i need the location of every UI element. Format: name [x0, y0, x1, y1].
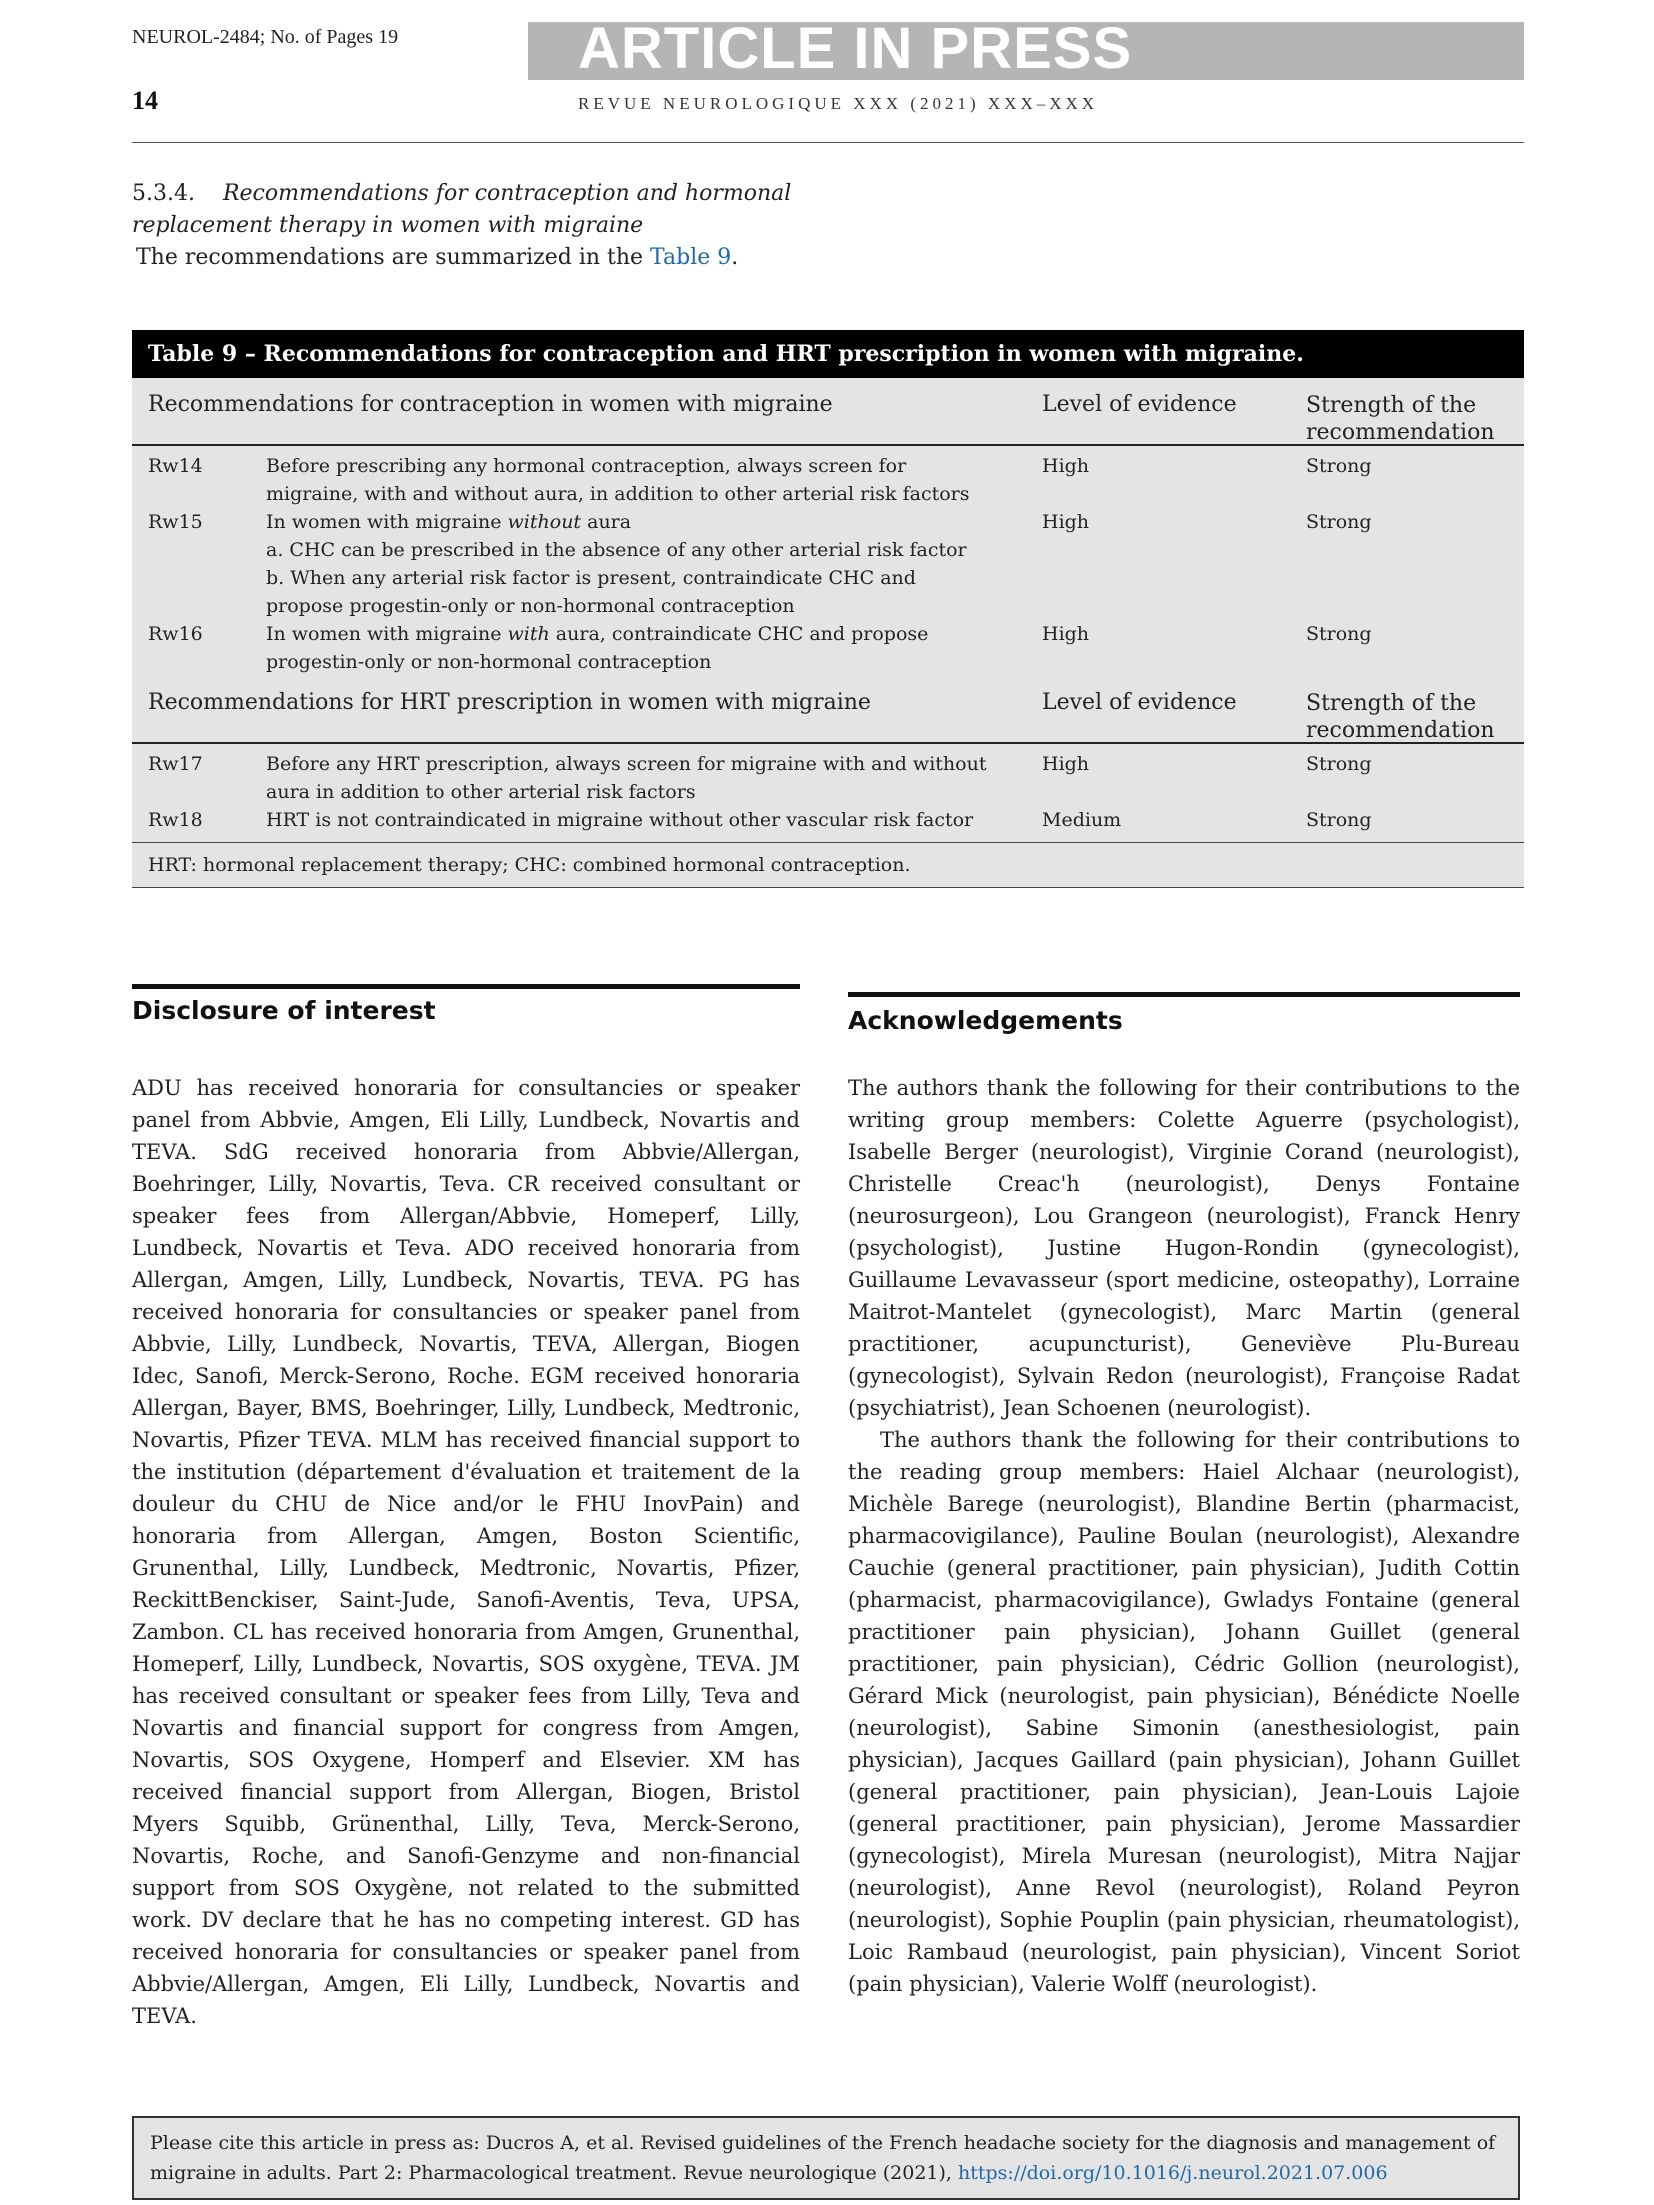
table-9-link[interactable]: Table 9 — [650, 245, 732, 270]
citation-box — [132, 2116, 1520, 2200]
table-title: Table 9 – Recommendations for contraception and HRT prescription in women with migraine. — [132, 330, 1524, 378]
section-heading — [132, 178, 791, 242]
table-row — [132, 620, 1524, 676]
row-level: Medium — [1042, 809, 1122, 831]
section-title-line2: replacement therapy in women with migraine — [132, 213, 644, 238]
table-body — [132, 378, 1524, 842]
citation-line1: Please cite this article in press as: Ducros A, et al. Revised guidelines of the French headache society for the diagnosis and management of — [150, 2132, 1496, 2154]
row-id: Rw16 — [148, 623, 203, 645]
intro-text: The recommendations are summarized in the — [136, 245, 651, 270]
journal-running-head: REVUE NEUROLOGIQUE XXX (2021) XXX–XXX — [578, 94, 1099, 113]
row-text: HRT is not contraindicated in migraine without other vascular risk factor — [266, 809, 974, 831]
row-id: Rw15 — [148, 511, 203, 533]
row-text: Before any HRT prescription, always screen for migraine with and without aura in addition to other arterial risk factors — [266, 753, 987, 803]
row-text: In women with migraine with aura, contraindicate CHC and propose progestin-only or non-hormonal contraception — [266, 623, 929, 673]
disclosure-rule — [132, 984, 800, 989]
strength-header: Strength of the recommendation — [1306, 393, 1495, 445]
table-group-header — [132, 676, 1524, 742]
row-text: In women with migraine without aura a. CHC can be prescribed in the absence of any other arterial risk factor b. When any arterial risk factor is present, contraindicate CHC and propose progestin-only or non-hormonal contraception — [266, 511, 967, 617]
table-row — [132, 806, 1524, 834]
row-strength: Strong — [1306, 511, 1372, 533]
section-number: 5.3.4. — [132, 181, 195, 206]
table-group-header — [132, 378, 1524, 444]
table-row — [132, 508, 1524, 620]
acknowledgements-paragraph-1: The authors thank the following for their contributions to the writing group members: Colette Aguerre (psychologist), Isabelle Berger (neurologist), Virginie Corand (neurologist), Christelle Creac'h (neurologist), Denys Fontaine (neurosurgeon), Lou Grangeon (neurologist), Franck Henry (psychologist), Justine Hugon-Rondin (gynecologist), Guillaume Levavasseur (sport medicine, osteopathy), Lorraine Maitrot-Mantelet (gynecologist), Marc Martin (general practitioner, acupuncturist), Geneviève Plu-Bureau (gynecologist), Sylvain Redon (neurologist), Françoise Radat (psychiatrist), Jean Schoenen (neurologist). — [848, 1076, 1520, 1420]
table-row — [132, 750, 1524, 806]
row-strength: Strong — [1306, 753, 1372, 775]
disclosure-paragraph: ADU has received honoraria for consultancies or speaker panel from Abbvie, Amgen, Eli Lilly, Lundbeck, Novartis and TEVA. SdG received honoraria from Abbvie/Allergan, Boehringer, Lilly, Novartis, Teva. CR received consultant or speaker fees from Allergan/Abbvie, Homeperf, Lilly, Lundbeck, Novartis et Teva. ADO received honoraria from Allergan, Amgen, Lilly, Lundbeck, Novartis, TEVA. PG has received honoraria for consultancies or speaker panel from Abbvie, Lilly, Lundbeck, Novartis, TEVA, Allergan, Biogen Idec, Sanofi, Merck-Serono, Roche. EGM received honoraria Allergan, Bayer, BMS, Boehringer, Lilly, Lundbeck, Medtronic, Novartis, Pfizer TEVA. MLM has received financial support to the institution (département d'évaluation et traitement de la douleur du CHU de Nice and/or le FHU InovPain) and honoraria from Allergan, Amgen, Boston Scientific, Grunenthal, Lilly, Lundbeck, Medtronic, Novartis, Pfizer, ReckittBenckiser, Saint-Jude, Sanofi-Aventis, Teva, UPSA, Zambon. CL has received honoraria from Amgen, Grunenthal, Homeperf, Lilly, Lundbeck, Novartis, SOS oxygène, TEVA. JM has received consultant or speaker fees from Lilly, Teva and Novartis and financial support for congress from Amgen, Novartis, SOS Oxygene, Homperf and Elsevier. XM has received financial support from Allergan, Biogen, Bristol Myers Squibb, Grünenthal, Lilly, Teva, Merck-Serono, Novartis, Roche, and Sanofi-Genzyme and non-financial support from SOS Oxygène, not related to the submitted work. DV declare that he has no competing interest. GD has received honoraria for consultancies or speaker panel from Abbvie/Allergan, Amgen, Eli Lilly, Lundbeck, Novartis and TEVA. — [132, 1076, 800, 2028]
header-divider — [132, 142, 1524, 143]
section-intro — [136, 245, 738, 270]
acknowledgements-paragraph-2: The authors thank the following for their contributions to the reading group members: Haiel Alchaar (neurologist), Michèle Barege (neurologist), Blandine Bertin (pharmacist, pharmacovigilance), Pauline Boulan (neurologist), Alexandre Cauchie (general practitioner, pain physician), Judith Cottin (pharmacist, pharmacovigilance), Gwladys Fontaine (general practitioner pain physician), Johann Guillet (general practitioner, pain physician), Cédric Gollion (neurologist), Gérard Mick (neurologist, pain physician), Bénédicte Noelle (neurologist), Sabine Simonin (anesthesiologist, pain physician), Jacques Gaillard (pain physician), Johann Guillet (general practitioner, pain physician), Jean-Louis Lajoie (general practitioner, pain physician), Jerome Massardier (gynecologist), Mirela Muresan (neurologist), Mitra Najjar (neurologist), Anne Revol (neurologist), Roland Peyron (neurologist), Sophie Pouplin (pain physician, rheumatologist), Loic Rambaud (neurologist, pain physician), Vincent Soriot (pain physician), Valerie Wolff (neurologist). — [848, 1428, 1520, 1996]
intro-end: . — [731, 245, 739, 270]
article-in-press-text: ARTICLE IN PRESS — [578, 16, 1133, 81]
disclosure-heading: Disclosure of interest — [132, 996, 436, 1025]
row-id: Rw18 — [148, 809, 203, 831]
row-level: High — [1042, 511, 1090, 533]
row-level: High — [1042, 753, 1090, 775]
acknowledgements-rule — [848, 992, 1520, 997]
row-text: Before prescribing any hormonal contraception, always screen for migraine, with and without aura, in addition to other arterial risk factors — [266, 455, 970, 505]
row-level: High — [1042, 623, 1090, 645]
row-strength: Strong — [1306, 809, 1372, 831]
citation-line2: migraine in adults. Part 2: Pharmacological treatment. Revue neurologique (2021), — [150, 2162, 959, 2184]
group-heading: Recommendations for HRT prescription in women with migraine — [148, 690, 871, 715]
disclosure-text — [132, 1072, 800, 2032]
page-number: 14 — [132, 86, 158, 115]
group-heading: Recommendations for contraception in women with migraine — [148, 392, 833, 417]
doi-link[interactable]: https://doi.org/10.1016/j.neurol.2021.07.006 — [958, 2162, 1388, 2184]
row-strength: Strong — [1306, 623, 1372, 645]
table-rule — [132, 887, 1524, 888]
manuscript-reference: NEUROL-2484; No. of Pages 19 — [132, 26, 399, 48]
level-header: Level of evidence — [1042, 690, 1237, 715]
row-id: Rw17 — [148, 753, 203, 775]
row-id: Rw14 — [148, 455, 203, 477]
acknowledgements-text — [848, 1072, 1520, 2000]
acknowledgements-heading: Acknowledgements — [848, 1006, 1123, 1035]
row-level: High — [1042, 455, 1090, 477]
section-title-line1: Recommendations for contraception and hormonal — [222, 181, 792, 206]
table-row — [132, 452, 1524, 508]
table-footnote: HRT: hormonal replacement therapy; CHC: combined hormonal contraception. — [132, 843, 1524, 887]
row-strength: Strong — [1306, 455, 1372, 477]
table-9 — [132, 330, 1524, 888]
level-header: Level of evidence — [1042, 392, 1237, 417]
strength-header: Strength of the recommendation — [1306, 691, 1495, 743]
